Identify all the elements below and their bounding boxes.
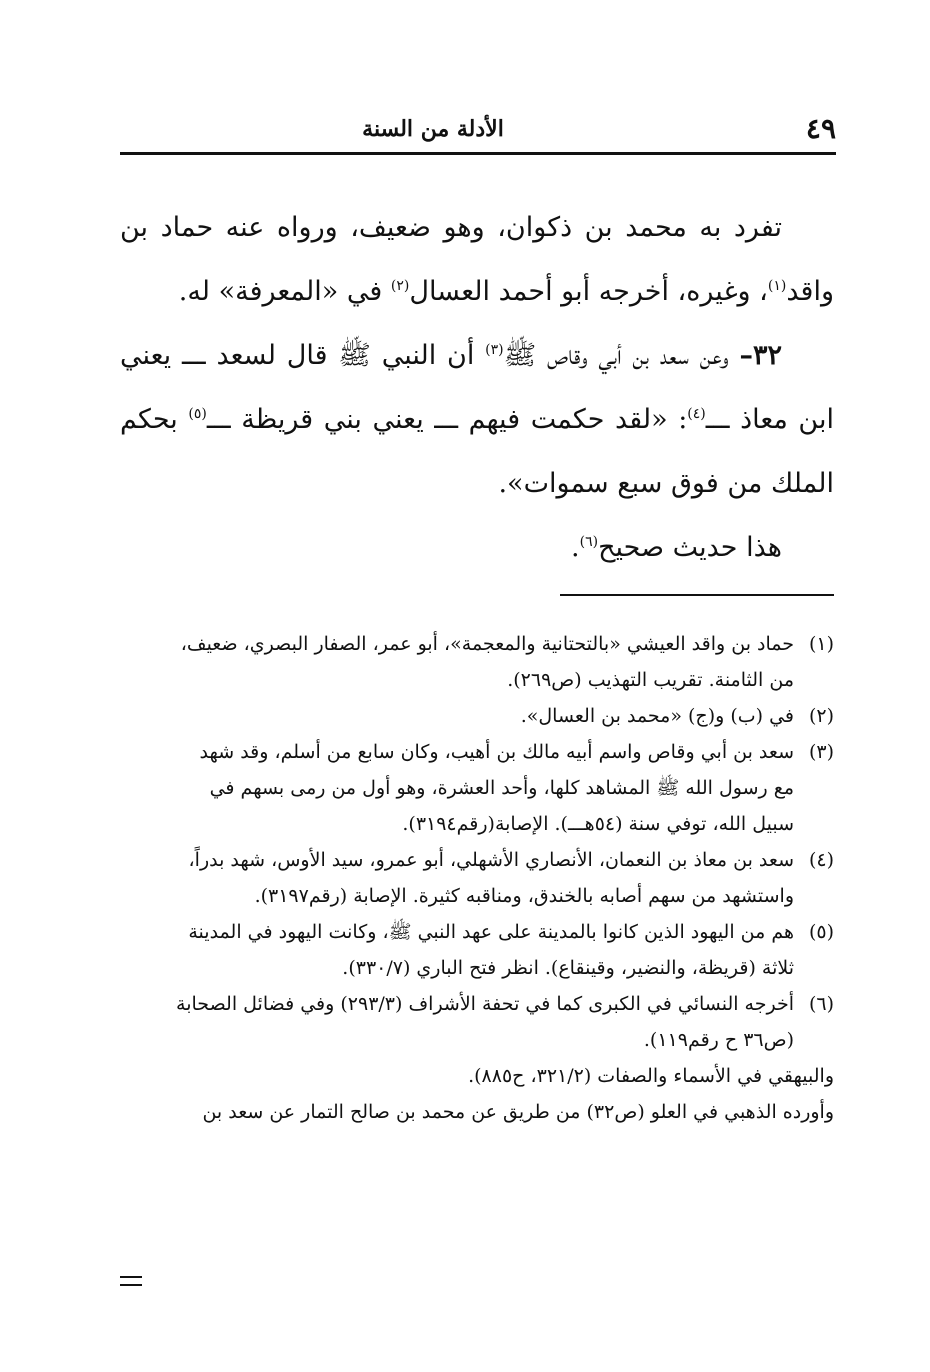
footnote-number: (١) bbox=[808, 633, 834, 655]
footnote-text: سعد بن أبي وقاص واسم أبيه مالك بن أهيب، وكان سابع من أسلم، وقد شهد bbox=[199, 741, 794, 763]
footnote-continuation: والبيهقي في الأسماء والصفات (٣٢١/٢، ح٨٨٥). bbox=[468, 1065, 834, 1087]
footnote-number: (٢) bbox=[808, 705, 834, 727]
footnote-ref-5: (٥) bbox=[188, 406, 207, 422]
footnote-continuation: ثلاثة (قريظة، والنضير، وقينقاع). انظر فتح الباري (٣٣٠/٧). bbox=[342, 957, 794, 979]
footnote-text: في (ب) و(ج) «محمد بن العسال». bbox=[520, 705, 794, 727]
footnotes bbox=[120, 626, 834, 1130]
footnote-number: (٥) bbox=[808, 921, 834, 943]
footnote-rule bbox=[560, 594, 834, 596]
footnote-number: (٣) bbox=[808, 741, 834, 763]
footnote-continuation: وأورده الذهبي في العلو (ص٣٢) من طريق عن محمد بن صالح التمار عن سعد بن bbox=[202, 1101, 834, 1123]
footnote-ref-6: (٦) bbox=[579, 534, 599, 550]
footnote-number: (٦) bbox=[808, 993, 834, 1015]
page-number: ٤٩ bbox=[805, 112, 836, 145]
footnote-5 bbox=[120, 914, 834, 950]
footnote-ref-1: (١) bbox=[767, 278, 787, 294]
footnote-continuation: واستشهد من سهم أصابه بالخندق، ومناقبه كثيرة. الإصابة (رقم٣١٩٧). bbox=[254, 885, 794, 907]
footnote-4 bbox=[120, 842, 834, 878]
footnote-ref-3: (٣) bbox=[485, 342, 504, 358]
footnote-continuation: من الثامنة. تقريب التهذيب (ص٢٦٩). bbox=[507, 669, 794, 691]
footnote-text: سعد بن معاذ بن النعمان، الأنصاري الأشهلي، أبو عمرو، سيد الأوس، شهد بدراً، bbox=[188, 849, 794, 871]
footnote-number: (٤) bbox=[808, 849, 834, 871]
footnote-continuation: سبيل الله، توفي سنة (٥٤هـــ). الإصابة(رقم٣١٩٤). bbox=[402, 813, 794, 835]
footnote-6 bbox=[120, 986, 834, 1022]
footnote-text: حماد بن واقد العيشي «بالتحتانية والمعجمة»، أبو عمر، الصفار البصري، ضعيف، bbox=[180, 633, 794, 655]
hadith-number: ٣٢– bbox=[739, 340, 782, 371]
footnote-3 bbox=[120, 734, 834, 770]
footnote-1 bbox=[120, 626, 834, 662]
footnote-continuation: (ص٣٦ ح رقم١١٩). bbox=[643, 1029, 794, 1051]
footnote-2 bbox=[120, 698, 834, 734]
main-text bbox=[120, 196, 834, 580]
footnote-text: هم من اليهود الذين كانوا بالمدينة على عهد النبي ﷺ، وكانت اليهود في المدينة bbox=[188, 921, 794, 943]
page-header bbox=[120, 108, 836, 152]
paragraph-verdict: هذا حديث صحيح$^{(٦)}$. bbox=[571, 532, 782, 563]
continuation-mark bbox=[120, 1276, 142, 1286]
header-rule bbox=[120, 152, 836, 155]
footnote-ref-2: (٢) bbox=[390, 278, 410, 294]
footnote-ref-4: (٤) bbox=[687, 406, 706, 422]
paragraph-narration: تفرد به محمد بن ذكوان، وهو ضعيف، ورواه عنه حماد بن واقد$^{(١)}$، وغيره، أخرجه أبو أحمد العسال$^{(٢)}$ في «المعرفة» له. bbox=[120, 212, 834, 307]
running-title: الأدلة من السنة bbox=[362, 116, 504, 142]
paragraph-hadith: ٣٢– وعن سعد بن أبي وقاص ﷺ$^{(٣)}$ أن النبي ﷺ قال لسعد ـــ يعني ابن معاذ ـــ$^{(٤)}$: «لقد حكمت فيهم ـــ يعني بني قريظة ـــ$^{(٥)}$ بحكم الملك من فوق سبع سموات». bbox=[120, 340, 834, 499]
footnote-continuation: مع رسول الله ﷺ المشاهد كلها، وأحد العشرة، وهو أول من رمى بسهم في bbox=[209, 777, 794, 799]
footnote-text: أخرجه النسائي في الكبرى كما في تحفة الأشراف (٢٩٣/٣) وفي فضائل الصحابة bbox=[176, 993, 794, 1015]
